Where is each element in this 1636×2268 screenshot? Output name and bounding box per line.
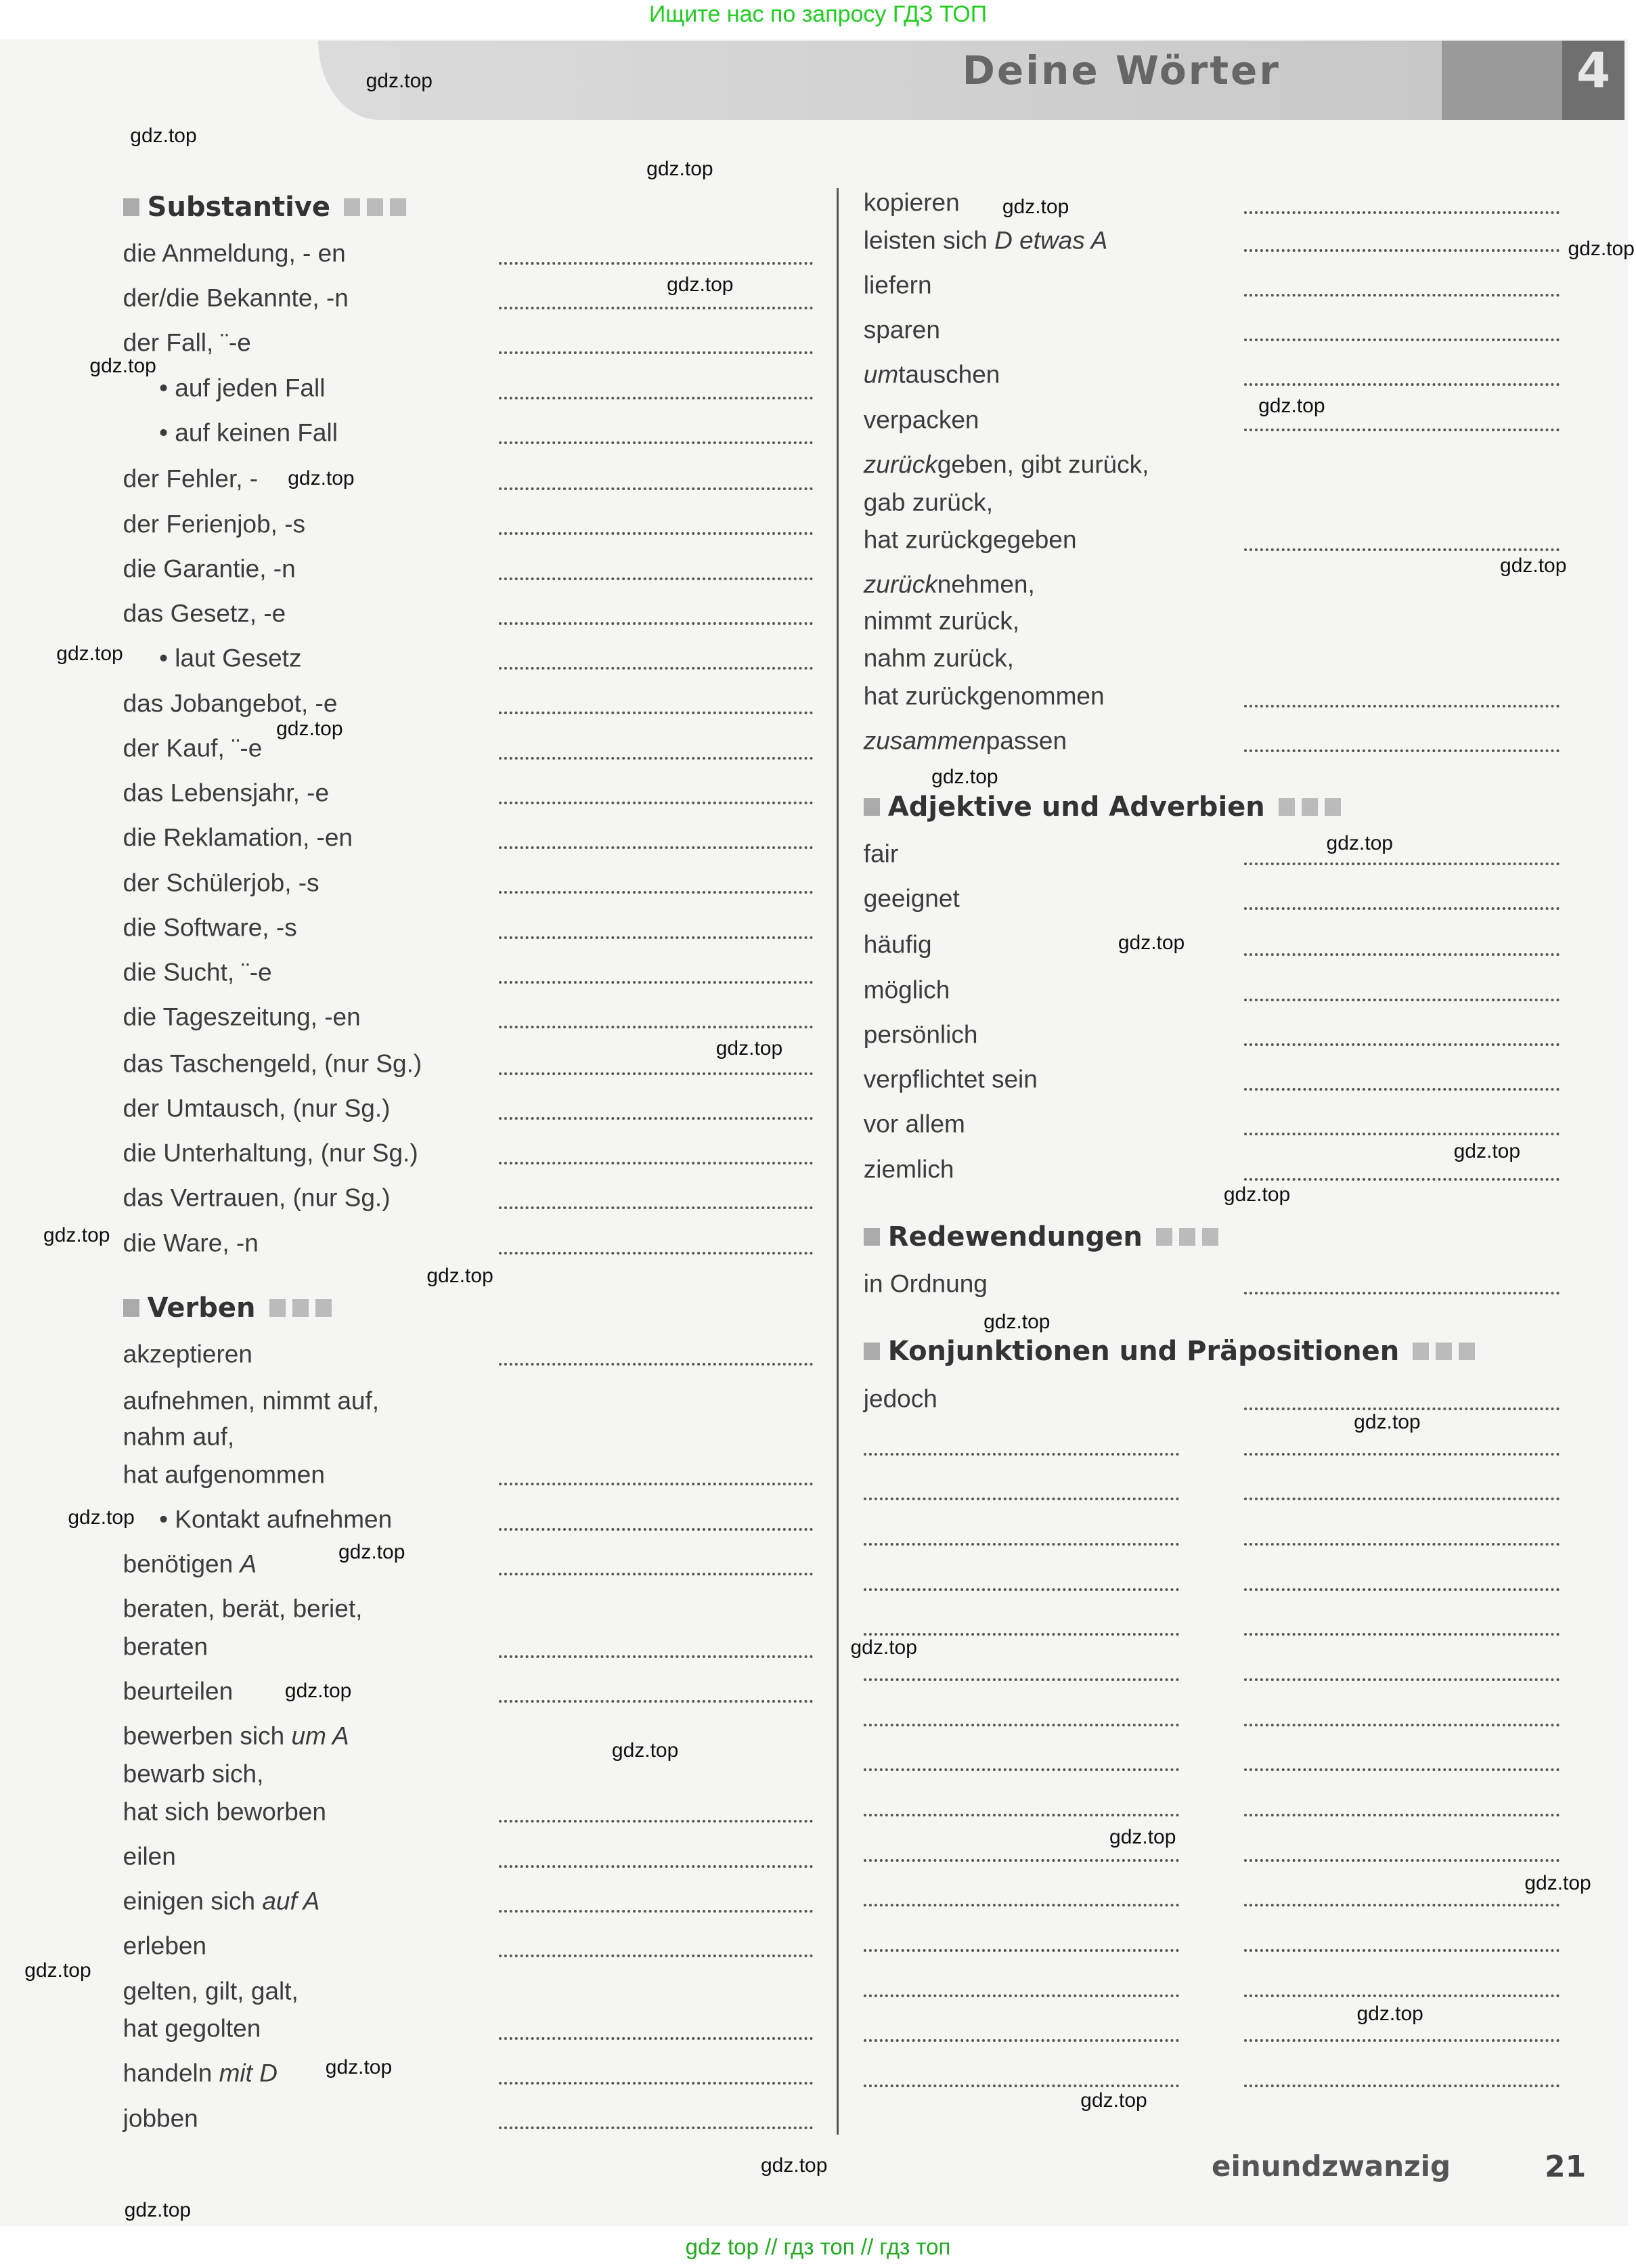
decor-squares-icon	[1413, 1343, 1475, 1360]
vocab-entry-continuation	[864, 489, 993, 515]
vocab-entry-continuation	[123, 1462, 325, 1487]
watermark: gdz.top	[426, 1264, 493, 1287]
vocab-entry	[123, 240, 346, 265]
section-heading	[123, 1292, 332, 1324]
vocab-entry	[123, 1388, 379, 1413]
watermark: gdz.top	[89, 354, 156, 377]
entry-text: hat sich beworben	[123, 1797, 326, 1826]
entry-text: die Garantie, -n	[123, 554, 296, 583]
header-band-dark	[1442, 41, 1562, 120]
entry-text: die Anmeldung, - en	[123, 239, 346, 267]
translation-field[interactable]	[1244, 1088, 1560, 1091]
translation-field[interactable]	[499, 1573, 813, 1575]
entry-text: möglich	[863, 976, 950, 1004]
watermark: gdz.top	[850, 1636, 917, 1659]
entry-text: die Sucht, ¨-e	[123, 958, 272, 986]
watermark: gdz.top	[325, 2055, 393, 2078]
translation-field[interactable]	[1244, 863, 1560, 865]
translation-field[interactable]	[499, 2037, 813, 2040]
translation-field[interactable]	[1244, 953, 1560, 956]
search-banner: Ищите нас по запросу ГДЗ ТОП	[648, 1, 988, 27]
decor-squares-icon	[1279, 798, 1341, 816]
entry-text: beraten, berät, beriet,	[123, 1594, 363, 1623]
watermark: gdz.top	[1453, 1140, 1521, 1163]
column-divider	[837, 188, 839, 2135]
entry-text: die Unterhaltung, (nur Sg.)	[123, 1139, 418, 1167]
translation-field[interactable]	[1244, 705, 1560, 707]
watermark: gdz.top	[124, 2199, 192, 2222]
blank-line[interactable]	[864, 1724, 1179, 1726]
vocab-entry	[863, 315, 940, 344]
entry-text: hat zurückgenommen	[863, 682, 1105, 710]
entry-text: benötigen	[123, 1550, 240, 1578]
entry-text: nahm auf,	[123, 1422, 235, 1451]
blank-line[interactable]	[864, 1814, 1179, 1816]
translation-field[interactable]	[499, 1865, 813, 1868]
watermark: gdz.top	[611, 1739, 679, 1762]
watermark: gdz.top	[288, 467, 355, 490]
blank-line[interactable]	[864, 1949, 1179, 1952]
entry-text: bewarb sich,	[123, 1760, 264, 1788]
translation-field[interactable]	[1244, 548, 1560, 551]
entry-text: handeln	[123, 2059, 219, 2087]
blank-line[interactable]	[1244, 1859, 1560, 1862]
entry-text: in Ordnung	[863, 1269, 988, 1298]
watermark: gdz.top	[646, 158, 713, 181]
vocab-entry	[864, 728, 1067, 754]
entry-grammar-case: D etwas A	[994, 226, 1108, 255]
entry-italic-prefix: zurück	[863, 450, 937, 479]
watermark: gdz.top	[338, 1541, 405, 1563]
entry-text: • Kontakt aufnehmen	[159, 1505, 393, 1533]
translation-field[interactable]	[499, 2082, 813, 2085]
entry-text: persönlich	[863, 1020, 978, 1049]
entry-text: akzeptieren	[123, 1340, 252, 1368]
watermark: gdz.top	[1002, 195, 1069, 218]
entry-text: leisten sich	[863, 226, 995, 255]
translation-field[interactable]	[499, 1820, 813, 1823]
watermark: gdz.top	[1326, 831, 1393, 854]
entry-text: das Jobangebot, -e	[123, 689, 338, 718]
entry-text: gelten, gilt, galt,	[123, 1977, 299, 2005]
watermark: gdz.top	[43, 1223, 110, 1246]
vocab-entry-continuation	[123, 1634, 208, 1659]
vocab-entry	[123, 1552, 257, 1577]
translation-field[interactable]	[499, 2127, 813, 2129]
vocab-entry	[863, 1384, 937, 1413]
vocab-entry	[123, 1934, 206, 1959]
watermark: gdz.top	[130, 124, 197, 147]
translation-field[interactable]	[499, 1655, 813, 1658]
vocab-entry	[123, 870, 319, 895]
section-heading-label: Konjunktionen und Präpositionen	[887, 1335, 1400, 1367]
blank-line[interactable]	[864, 1498, 1179, 1500]
blank-line[interactable]	[1244, 1453, 1560, 1456]
entry-text: häufig	[863, 930, 932, 959]
entry-text: ziemlich	[863, 1155, 954, 1183]
watermark: gdz.top	[1568, 237, 1635, 260]
section-heading	[864, 1221, 1218, 1252]
vocab-entry	[864, 1022, 978, 1047]
watermark: gdz.top	[1109, 1825, 1176, 1848]
entry-text: hat zurückgegeben	[863, 525, 1077, 554]
entry-text: die Ware, -n	[123, 1229, 259, 1257]
entry-text: sparen	[863, 315, 940, 344]
vocab-entry	[123, 1230, 259, 1255]
translation-field[interactable]	[499, 1206, 813, 1209]
entry-text: der/die Bekannte, -n	[123, 284, 349, 312]
entry-text: beurteilen	[123, 1677, 234, 1705]
vocab-entry	[159, 1506, 392, 1531]
vocab-entry	[864, 1112, 965, 1137]
blank-line[interactable]	[864, 1633, 1179, 1636]
translation-field[interactable]	[499, 1955, 813, 1957]
translation-field[interactable]	[499, 397, 813, 399]
translation-field[interactable]	[499, 1162, 813, 1164]
watermark: gdz.top	[24, 1959, 91, 1982]
watermark: gdz.top	[68, 1506, 135, 1529]
entry-text: kopieren	[863, 188, 960, 217]
watermark: gdz.top	[1356, 2002, 1423, 2025]
watermark: gdz.top	[983, 1311, 1051, 1334]
translation-field[interactable]	[499, 1528, 813, 1531]
page-number: 21	[1545, 2150, 1587, 2184]
vocab-entry	[123, 1844, 176, 1869]
translation-field[interactable]	[499, 846, 813, 849]
vocab-entry	[123, 1889, 320, 1914]
entry-text: das Lebensjahr, -e	[123, 779, 330, 807]
entry-text: das Taschengeld, (nur Sg.)	[123, 1049, 422, 1078]
vocab-entry	[864, 362, 1000, 387]
entry-text: der Kauf, ¨-e	[123, 734, 263, 762]
entry-grammar-case: A	[240, 1550, 257, 1578]
vocab-entry	[159, 420, 338, 445]
translation-field[interactable]	[1244, 249, 1560, 252]
entry-text: • laut Gesetz	[159, 644, 302, 672]
vocab-entry	[123, 1141, 418, 1166]
entry-text: eilen	[123, 1842, 176, 1871]
vocab-entry	[123, 286, 349, 311]
vocab-entry	[159, 375, 325, 400]
section-heading	[864, 1336, 1475, 1367]
translation-field[interactable]	[499, 487, 813, 490]
blank-line[interactable]	[1244, 1498, 1560, 1500]
watermark: gdz.top	[1080, 2089, 1147, 2112]
watermark: gdz.top	[1118, 932, 1185, 955]
translation-field[interactable]	[499, 1117, 813, 1120]
vocab-entry	[864, 407, 979, 432]
blank-line[interactable]	[864, 1543, 1179, 1546]
blank-line[interactable]	[1244, 1768, 1560, 1771]
blank-line[interactable]	[864, 1904, 1179, 1906]
entry-text: gab zurück,	[863, 488, 994, 517]
entry-text: bewerben sich	[123, 1722, 292, 1750]
translation-field[interactable]	[499, 262, 813, 265]
entry-text: geeignet	[863, 884, 960, 913]
watermark: gdz.top	[715, 1037, 783, 1060]
translation-field[interactable]	[499, 532, 813, 535]
entry-text: hat aufgenommen	[123, 1460, 325, 1489]
translation-field[interactable]	[499, 1252, 813, 1255]
blank-line[interactable]	[1244, 1904, 1560, 1906]
vocab-entry	[123, 511, 305, 536]
translation-field[interactable]	[1244, 429, 1560, 431]
translation-field[interactable]	[1244, 1043, 1560, 1046]
vocab-entry	[864, 886, 960, 911]
page-number-word: einundzwanzig	[1212, 2150, 1451, 2183]
vocab-entry-continuation	[123, 1424, 235, 1449]
blank-line[interactable]	[864, 2085, 1179, 2087]
vocab-entry	[123, 601, 286, 626]
vocab-entry-continuation	[123, 1761, 264, 1786]
entry-text: verpflichtet sein	[863, 1065, 1038, 1093]
blank-line[interactable]	[864, 1453, 1179, 1456]
watermark: gdz.top	[1223, 1183, 1291, 1206]
section-heading	[123, 192, 406, 223]
vocab-entry	[123, 915, 297, 940]
vocab-entry-continuation	[864, 646, 1014, 671]
entry-text: der Ferienjob, -s	[123, 510, 306, 538]
translation-field[interactable]	[499, 1363, 813, 1366]
vocab-entry	[123, 1095, 391, 1120]
entry-text: die Software, -s	[123, 913, 297, 942]
decor-squares-icon	[269, 1299, 332, 1317]
vocab-entry-continuation	[123, 2016, 261, 2041]
translation-field[interactable]	[499, 622, 813, 625]
vocab-entry	[123, 1679, 234, 1704]
vocab-entry	[123, 556, 296, 581]
blank-line[interactable]	[1244, 1588, 1560, 1591]
translation-field[interactable]	[499, 441, 813, 444]
entry-text: nahm zurück,	[863, 644, 1014, 672]
chapter-number: 4	[1576, 42, 1611, 99]
vocab-entry	[864, 1156, 954, 1181]
translation-field[interactable]	[499, 1483, 813, 1485]
watermark: gdz.top	[56, 642, 123, 665]
blank-line[interactable]	[1244, 1994, 1560, 1997]
vocab-entry	[123, 2106, 198, 2131]
translation-field[interactable]	[1244, 211, 1560, 214]
vocab-entry	[864, 227, 1108, 253]
vocab-entry	[123, 781, 329, 806]
entry-text: der Umtausch, (nur Sg.)	[123, 1094, 391, 1122]
translation-field[interactable]	[499, 307, 813, 309]
vocab-entry	[864, 932, 932, 957]
translation-field[interactable]	[1244, 999, 1560, 1001]
translation-field[interactable]	[499, 981, 813, 984]
entry-text: jobben	[123, 2104, 198, 2133]
footer-banner: gdz top // гдз топ // гдз топ	[685, 2234, 951, 2259]
watermark: gdz.top	[284, 1680, 352, 1703]
vocab-entry	[123, 960, 272, 985]
vocab-entry	[864, 452, 1149, 477]
entry-grammar-case: um A	[291, 1722, 349, 1750]
vocab-entry	[864, 190, 960, 215]
entry-text: geben, gibt zurück,	[937, 450, 1149, 479]
entry-text: hat gegolten	[123, 2014, 261, 2043]
entry-text: • auf jeden Fall	[159, 374, 326, 402]
watermark: gdz.top	[1354, 1410, 1421, 1433]
watermark: gdz.top	[1258, 395, 1325, 418]
blank-line[interactable]	[864, 1994, 1179, 1997]
entry-text: die Tageszeitung, -en	[123, 1003, 361, 1031]
entry-text: das Gesetz, -e	[123, 599, 286, 628]
translation-field[interactable]	[499, 802, 813, 804]
vocab-entry	[123, 1978, 299, 2003]
entry-text: das Vertrauen, (nur Sg.)	[123, 1183, 391, 1212]
section-heading-label: Verben	[147, 1292, 256, 1324]
entry-text: vor allem	[863, 1110, 965, 1138]
entry-italic-prefix: um	[863, 360, 899, 389]
vocab-entry	[864, 1067, 1038, 1092]
entry-grammar-case: auf A	[262, 1887, 320, 1915]
blank-line[interactable]	[864, 1859, 1179, 1862]
translation-field[interactable]	[499, 757, 813, 760]
translation-field[interactable]	[499, 667, 813, 670]
vocab-entry	[864, 572, 1035, 597]
entry-text: liefern	[863, 271, 932, 299]
translation-field[interactable]	[1244, 749, 1560, 752]
decor-squares-icon	[344, 198, 406, 216]
vocab-entry	[123, 1596, 363, 1621]
vocab-entry-continuation	[123, 1799, 326, 1824]
entry-text: nimmt zurück,	[863, 607, 1020, 635]
translation-field[interactable]	[1244, 1178, 1560, 1181]
watermark: gdz.top	[276, 718, 343, 741]
vocab-entry	[123, 1342, 252, 1367]
blank-line[interactable]	[1244, 1949, 1560, 1952]
watermark: gdz.top	[931, 765, 998, 788]
translation-field[interactable]	[1244, 1292, 1560, 1294]
vocab-entry	[864, 1271, 988, 1296]
vocab-entry-continuation	[864, 683, 1105, 708]
entry-text: jedoch	[863, 1384, 937, 1413]
blank-line[interactable]	[1244, 2039, 1560, 2042]
vocab-entry	[864, 977, 950, 1002]
blank-line[interactable]	[1244, 1724, 1560, 1726]
translation-field[interactable]	[499, 1910, 813, 1913]
vocab-entry	[123, 825, 353, 850]
entry-text: erleben	[123, 1932, 207, 1960]
vocab-entry	[123, 2061, 278, 2086]
translation-field[interactable]	[499, 891, 813, 894]
entry-text: beraten	[123, 1632, 208, 1661]
watermark: gdz.top	[1500, 554, 1567, 577]
entry-text: verpacken	[863, 406, 979, 434]
blank-line[interactable]	[864, 1588, 1179, 1591]
entry-text: der Schülerjob, -s	[123, 869, 319, 897]
translation-field[interactable]	[499, 936, 813, 939]
translation-field[interactable]	[1244, 294, 1560, 297]
translation-field[interactable]	[1244, 383, 1560, 386]
watermark: gdz.top	[760, 2154, 828, 2177]
bullet-square-icon	[864, 798, 880, 816]
entry-text: • auf keinen Fall	[159, 418, 338, 447]
vocab-entry	[123, 330, 251, 355]
blank-line[interactable]	[1244, 1543, 1560, 1546]
watermark: gdz.top	[366, 69, 433, 92]
entry-text: tauschen	[898, 360, 1000, 389]
entry-grammar-case: mit D	[219, 2059, 278, 2087]
vocab-entry	[123, 1724, 349, 1749]
translation-field[interactable]	[1244, 907, 1560, 910]
translation-field[interactable]	[499, 1072, 813, 1075]
watermark: gdz.top	[667, 273, 734, 296]
entry-text: fair	[863, 839, 899, 868]
translation-field[interactable]	[499, 1700, 813, 1703]
translation-field[interactable]	[499, 351, 813, 354]
entry-text: die Reklamation, -en	[123, 823, 353, 852]
vocab-entry	[864, 841, 898, 866]
blank-line[interactable]	[1244, 2085, 1560, 2087]
bullet-square-icon	[123, 1299, 139, 1317]
entry-italic-prefix: zusammen	[863, 726, 986, 755]
entry-text: der Fehler, -	[123, 464, 259, 493]
section-heading-label: Adjektive und Adverbien	[887, 791, 1265, 823]
entry-text: aufnehmen, nimmt auf,	[123, 1387, 380, 1415]
watermark: gdz.top	[1524, 1872, 1591, 1895]
translation-field[interactable]	[499, 577, 813, 580]
vocab-entry	[123, 691, 338, 716]
entry-italic-prefix: zurück	[863, 570, 937, 598]
blank-line[interactable]	[864, 2039, 1179, 2042]
vocab-entry-continuation	[864, 527, 1077, 552]
decor-squares-icon	[1156, 1228, 1218, 1246]
vocab-entry	[864, 272, 932, 297]
section-heading-label: Redewendungen	[887, 1221, 1143, 1253]
entry-text: einigen sich	[123, 1887, 263, 1915]
blank-line[interactable]	[864, 1768, 1179, 1771]
blank-line[interactable]	[1244, 1633, 1560, 1636]
translation-field[interactable]	[1244, 1133, 1560, 1135]
bullet-square-icon	[123, 198, 139, 216]
vocab-entry	[123, 1005, 361, 1030]
translation-field[interactable]	[1244, 339, 1560, 341]
bullet-square-icon	[864, 1343, 880, 1360]
blank-line[interactable]	[864, 1678, 1179, 1681]
entry-text: nehmen,	[937, 570, 1035, 598]
vocab-entry	[123, 1051, 422, 1076]
vocab-entry	[123, 1185, 391, 1211]
vocab-entry	[123, 466, 258, 492]
translation-field[interactable]	[499, 712, 813, 714]
section-heading	[864, 791, 1341, 823]
vocab-entry-continuation	[864, 608, 1019, 633]
section-heading-label: Substantive	[147, 191, 330, 223]
blank-line[interactable]	[1244, 1814, 1560, 1816]
page-title: Deine Wörter	[962, 47, 1281, 93]
vocab-entry	[159, 646, 301, 671]
entry-text: der Fall, ¨-e	[123, 328, 251, 357]
vocab-entry	[123, 735, 263, 760]
translation-field[interactable]	[499, 1026, 813, 1028]
bullet-square-icon	[864, 1228, 880, 1246]
blank-line[interactable]	[1244, 1678, 1560, 1681]
entry-text: passen	[986, 726, 1067, 755]
